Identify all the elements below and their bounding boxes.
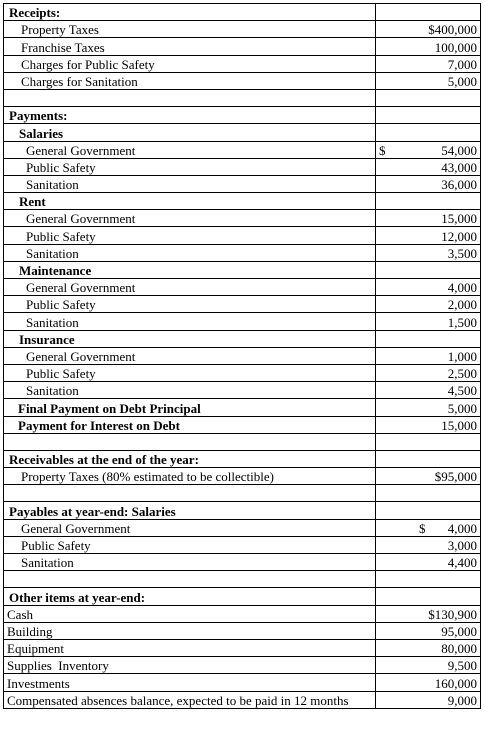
subsection-header-row xyxy=(4,124,481,141)
row-label: Property Taxes (80% estimated to be collectible) xyxy=(4,468,376,485)
row-amount xyxy=(376,519,481,536)
financial-data-table xyxy=(3,3,481,709)
row-amount: 7,000 xyxy=(376,55,481,72)
table-row xyxy=(4,399,481,416)
table-row xyxy=(4,622,481,639)
row-label: Building xyxy=(4,622,376,639)
empty-cell xyxy=(376,193,481,210)
table-row xyxy=(4,691,481,708)
table-row xyxy=(4,141,481,158)
row-amount: $95,000 xyxy=(376,468,481,485)
row-amount: 80,000 xyxy=(376,639,481,656)
empty-cell xyxy=(376,4,481,21)
spacer-row xyxy=(4,571,481,588)
row-label: Sanitation xyxy=(4,313,376,330)
spacer-row xyxy=(4,433,481,450)
row-amount: 3,500 xyxy=(376,244,481,261)
row-amount: 12,000 xyxy=(376,227,481,244)
row-label: General Government xyxy=(4,141,376,158)
row-label: Compensated absences balance, expected to be paid in 12 months xyxy=(4,691,376,708)
empty-cell xyxy=(376,330,481,347)
table-row xyxy=(4,519,481,536)
table-row xyxy=(4,536,481,553)
row-amount: 5,000 xyxy=(376,399,481,416)
other-items-header: Other items at year-end: xyxy=(4,588,376,605)
row-label: General Government xyxy=(4,519,376,536)
empty-cell xyxy=(376,261,481,278)
payables-header: Payables at year-end: Salaries xyxy=(4,502,376,519)
row-amount: 95,000 xyxy=(376,622,481,639)
row-label: Charges for Public Safety xyxy=(4,55,376,72)
spacer-row xyxy=(4,485,481,502)
row-label: Property Taxes xyxy=(4,21,376,38)
table-row xyxy=(4,279,481,296)
row-label: Cash xyxy=(4,605,376,622)
row-amount: 100,000 xyxy=(376,38,481,55)
currency-symbol: $ xyxy=(419,520,426,536)
section-header-row xyxy=(4,4,481,21)
row-amount: $400,000 xyxy=(376,21,481,38)
row-label: Sanitation xyxy=(4,554,376,571)
table-row xyxy=(4,605,481,622)
empty-cell xyxy=(4,485,376,502)
row-amount: 36,000 xyxy=(376,175,481,192)
empty-cell xyxy=(4,571,376,588)
empty-cell xyxy=(376,433,481,450)
section-header-row xyxy=(4,502,481,519)
section-header-row xyxy=(4,588,481,605)
row-label: Charges for Sanitation xyxy=(4,72,376,89)
row-label: General Government xyxy=(4,210,376,227)
row-amount: $130,900 xyxy=(376,605,481,622)
salaries-header: Salaries xyxy=(4,124,376,141)
empty-cell xyxy=(376,588,481,605)
row-label: Public Safety xyxy=(4,536,376,553)
table-row xyxy=(4,657,481,674)
table-row xyxy=(4,468,481,485)
empty-cell xyxy=(4,433,376,450)
empty-cell xyxy=(4,89,376,106)
row-amount: 3,000 xyxy=(376,536,481,553)
row-amount: 4,500 xyxy=(376,382,481,399)
subsection-header-row xyxy=(4,261,481,278)
table-row xyxy=(4,21,481,38)
table-row xyxy=(4,72,481,89)
row-amount: 5,000 xyxy=(376,72,481,89)
maintenance-header: Maintenance xyxy=(4,261,376,278)
row-amount: 15,000 xyxy=(376,416,481,433)
table-row xyxy=(4,554,481,571)
row-label: General Government xyxy=(4,347,376,364)
table-row xyxy=(4,416,481,433)
empty-cell xyxy=(376,107,481,124)
section-header-row xyxy=(4,107,481,124)
row-label: Public Safety xyxy=(4,227,376,244)
row-label: Investments xyxy=(4,674,376,691)
amount-value: 4,000 xyxy=(447,520,477,536)
row-amount: 4,400 xyxy=(376,554,481,571)
row-label: Sanitation xyxy=(4,382,376,399)
row-amount: 2,000 xyxy=(376,296,481,313)
row-amount: 43,000 xyxy=(376,158,481,175)
subsection-header-row xyxy=(4,193,481,210)
receivables-header: Receivables at the end of the year: xyxy=(4,450,376,467)
row-label: Franchise Taxes xyxy=(4,38,376,55)
empty-cell xyxy=(376,89,481,106)
receipts-header: Receipts: xyxy=(4,4,376,21)
row-amount: 9,000 xyxy=(376,691,481,708)
row-amount xyxy=(376,141,481,158)
row-amount: 160,000 xyxy=(376,674,481,691)
empty-cell xyxy=(376,502,481,519)
row-amount: 9,500 xyxy=(376,657,481,674)
payments-header: Payments: xyxy=(4,107,376,124)
table-row xyxy=(4,55,481,72)
table-row xyxy=(4,175,481,192)
row-label: Public Safety xyxy=(4,364,376,381)
debt-interest-label: Payment for Interest on Debt xyxy=(4,416,376,433)
table-row xyxy=(4,38,481,55)
section-header-row xyxy=(4,450,481,467)
row-amount: 1,500 xyxy=(376,313,481,330)
row-amount: 15,000 xyxy=(376,210,481,227)
row-amount: 1,000 xyxy=(376,347,481,364)
insurance-header: Insurance xyxy=(4,330,376,347)
row-label: Public Safety xyxy=(4,296,376,313)
amount-value: 54,000 xyxy=(441,142,477,158)
table-row xyxy=(4,674,481,691)
debt-principal-label: Final Payment on Debt Principal xyxy=(4,399,376,416)
empty-cell xyxy=(376,124,481,141)
table-row xyxy=(4,347,481,364)
subsection-header-row xyxy=(4,330,481,347)
table-row xyxy=(4,210,481,227)
empty-cell xyxy=(376,450,481,467)
row-amount: 4,000 xyxy=(376,279,481,296)
currency-symbol: $ xyxy=(379,142,386,158)
table-row xyxy=(4,296,481,313)
spacer-row xyxy=(4,89,481,106)
table-row xyxy=(4,158,481,175)
row-amount: 2,500 xyxy=(376,364,481,381)
table-row xyxy=(4,382,481,399)
table-row xyxy=(4,244,481,261)
table-row xyxy=(4,313,481,330)
row-label: Supplies Inventory xyxy=(4,657,376,674)
rent-header: Rent xyxy=(4,193,376,210)
row-label: Sanitation xyxy=(4,175,376,192)
table-row xyxy=(4,364,481,381)
row-label: Sanitation xyxy=(4,244,376,261)
row-label: Equipment xyxy=(4,639,376,656)
table-row xyxy=(4,227,481,244)
row-label: Public Safety xyxy=(4,158,376,175)
table-row xyxy=(4,639,481,656)
empty-cell xyxy=(376,485,481,502)
empty-cell xyxy=(376,571,481,588)
row-label: General Government xyxy=(4,279,376,296)
